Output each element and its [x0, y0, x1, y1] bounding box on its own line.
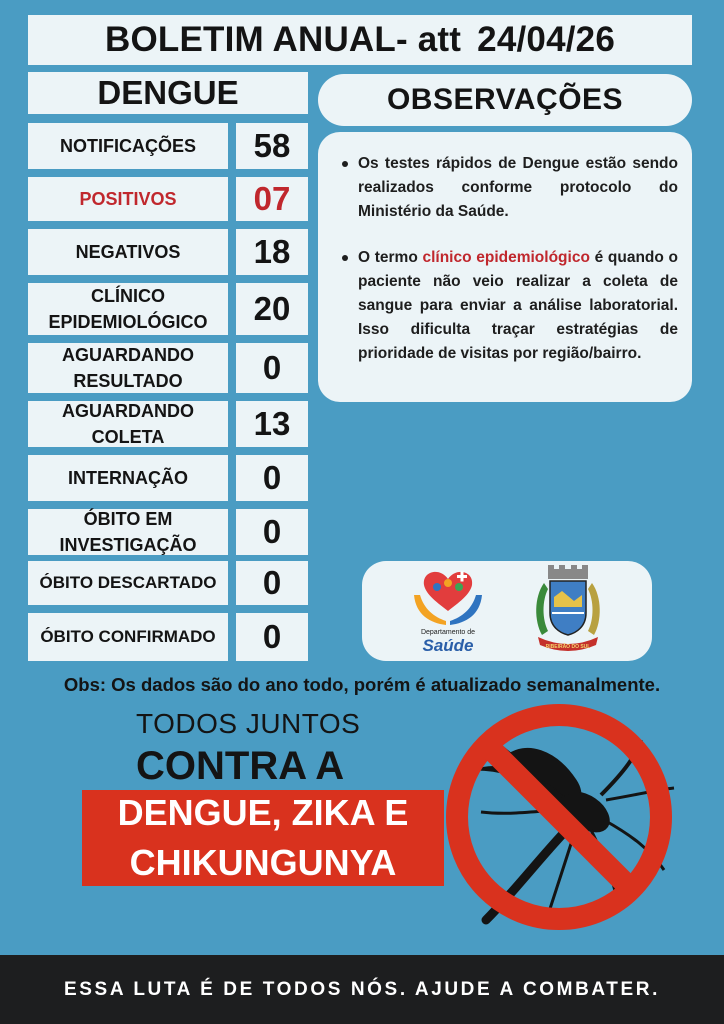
stat-value-internacao: 0 [236, 455, 308, 501]
bulletin-title [28, 15, 692, 65]
highlight-term: clínico epidemiológico [422, 249, 590, 266]
stat-label-positivos: POSITIVOS [28, 177, 228, 221]
stat-label-line: INVESTIGAÇÃO [59, 535, 197, 555]
crest-ribbon: RIBEIRÃO DO SUL [545, 644, 591, 650]
stat-value-obito-investigacao: 0 [236, 509, 308, 555]
stat-value-obito-descartado: 0 [236, 561, 308, 605]
municipal-crest-icon [536, 565, 600, 651]
stat-value-positivos: 07 [236, 177, 308, 221]
update-date: 24/04/26 [477, 20, 615, 59]
observations-list [338, 152, 678, 366]
heart-hands-icon [414, 572, 482, 626]
stat-value-clinico: 20 [236, 283, 308, 335]
stat-label-negativos: NEGATIVOS [28, 229, 228, 275]
stat-label-line: CLÍNICO [91, 286, 165, 306]
stat-label-internacao: INTERNAÇÃO [28, 455, 228, 501]
stat-value-obito-confirmado: 0 [236, 613, 308, 661]
stat-label-obito-confirmado: ÓBITO CONFIRMADO [28, 613, 228, 661]
stat-label-line: COLETA [91, 427, 165, 447]
stat-label-line: EPIDEMIOLÓGICO [48, 312, 208, 332]
campaign-line4: CHIKUNGUNYA [129, 842, 397, 883]
stat-label-line: ÓBITO EM [83, 509, 173, 529]
section-title: DENGUE [28, 72, 308, 114]
stat-label-line: AGUARDANDO [62, 401, 194, 421]
stat-value-negativos: 18 [236, 229, 308, 275]
observations-title: OBSERVAÇÕES [318, 74, 692, 126]
campaign-line1: TODOS JUNTOS [136, 708, 361, 739]
stat-label-line: AGUARDANDO [62, 345, 194, 365]
observations-panel [318, 132, 692, 402]
stat-label-notificacoes: NOTIFICAÇÕES [28, 123, 228, 169]
logos-graphic [362, 561, 652, 661]
campaign-line2: CONTRA A [136, 744, 345, 788]
logos-panel [362, 561, 652, 661]
stat-label-line: RESULTADO [73, 371, 183, 391]
footnote: Obs: Os dados são do ano todo, porém é atualizado semanalmente. [63, 674, 661, 695]
stat-label-aguardando-coleta [28, 401, 228, 447]
campaign-line3: DENGUE, ZIKA E [117, 792, 409, 833]
no-mosquito-icon [436, 700, 686, 938]
observation-text: é quando o paciente não veio realizar a coleta de sangue para enviar a análise laboratorial. Isso dificulta traçar estratégias de prioridade de visitas por região/bairro. [358, 249, 678, 362]
bottom-banner: ESSA LUTA É DE TODOS NÓS. AJUDE A COMBATER. [0, 955, 724, 1024]
observation-text: O termo [358, 249, 423, 266]
stat-value-aguardando-resultado: 0 [236, 343, 308, 393]
title-text: BOLETIM ANUAL- att [105, 20, 462, 59]
observation-item [338, 246, 678, 366]
stat-label-obito-investigacao [28, 509, 228, 555]
stat-value-aguardando-coleta: 13 [236, 401, 308, 447]
stat-label-obito-descartado: ÓBITO DESCARTADO [28, 561, 228, 605]
observation-item: Os testes rápidos de Dengue estão sendo realizados conforme protocolo do Ministério da Saúde. [338, 152, 678, 224]
dept-line1: Departamento de [420, 629, 476, 636]
dept-line2: Saúde [422, 636, 474, 655]
stat-value-notificacoes: 58 [236, 123, 308, 169]
stat-label-aguardando-resultado [28, 343, 228, 393]
stat-label-clinico [28, 283, 228, 335]
